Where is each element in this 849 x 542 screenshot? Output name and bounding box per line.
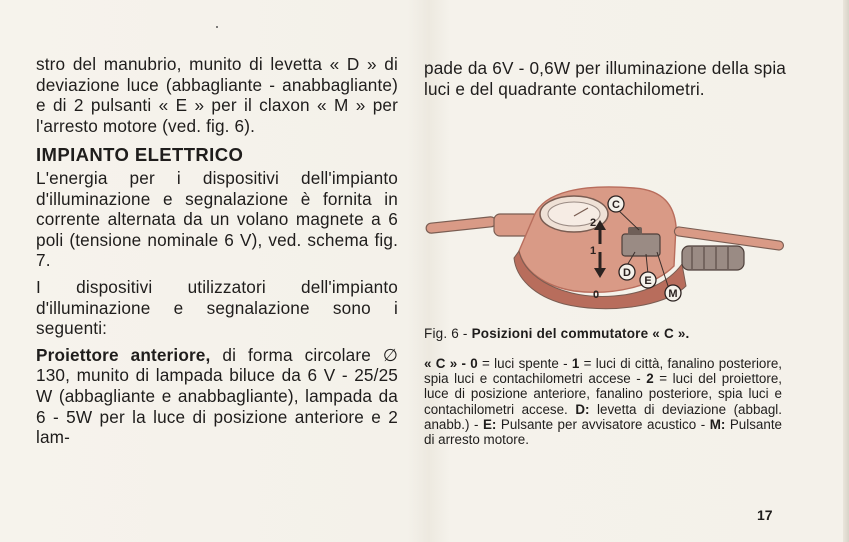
legend-m-key: M:: [709, 416, 726, 432]
legend-c-key: « C » - 0: [424, 356, 478, 371]
legend-key-2: 2: [646, 371, 654, 387]
left-column: [36, 54, 398, 454]
right-column: [424, 58, 786, 105]
devices-paragraph: I dispositivi utilizzatori dell'impianto d'illuminazione e segnalazione sono i seguenti:: [36, 276, 398, 339]
right-grip: [682, 246, 744, 270]
section-heading: IMPIANTO ELETTRICO: [36, 144, 244, 166]
headlight-label: Proiettore anteriore,: [36, 344, 211, 365]
energy-paragraph: L'energia per i dispositivi dell'impianto d'illuminazione e segnalazione è fornita in corrente alternata da un volano magnete a 6 poli (tensione nominale 6 V), ved. schema fig. 7.: [36, 167, 398, 271]
legend-c-text0: = luci spente -: [477, 356, 572, 371]
legend-m-text: Pulsante di arresto motore.: [424, 416, 782, 448]
figure-caption: [424, 326, 786, 341]
handlebar-switch-figure: [424, 186, 789, 316]
intro-paragraph: stro del manubrio, munito di levetta « D » di deviazione luce (abbagliante - anabbagliante) e di 2 pulsanti « E » per il claxon « M » per l'arresto motore (ved. fig. 6).: [36, 54, 398, 136]
legend-e-text: Pulsante per avvisatore acustico -: [496, 416, 710, 432]
legend-key-1: 1: [571, 356, 580, 371]
print-speck: [216, 26, 218, 28]
position-0-label: 0: [593, 289, 600, 301]
continuation-paragraph: pade da 6V - 0,6W per illuminazione della spia luci e del quadrante contachilometri.: [424, 58, 786, 99]
legend-d-key: D:: [575, 401, 590, 417]
marker-m-label: M: [668, 288, 678, 300]
legend-d-text: levetta di deviazione (abbagl. anabb.) -: [424, 401, 782, 432]
marker-e-label: E: [644, 275, 652, 287]
legend-c-text1: = luci di città, fanalino posteriore, spia luci e contachilometri accese -: [424, 356, 783, 387]
marker-d-label: D: [623, 267, 631, 279]
page-edge: [843, 0, 849, 542]
page-number: 17: [757, 507, 773, 523]
caption-prefix: Fig. 6 -: [424, 326, 472, 341]
legend-c-text2: = luci del proiettore, luce di posizione anteriore, fanalino posteriore, spia luci e contachilometri accese.: [424, 371, 782, 417]
headlight-text: di forma circolare ∅ 130, munito di lampada biluce da 6 V - 25/25 W (abbagliante e anabbagliante), lampada da 6 - 5W per la luce di posizione anteriore e 2 lam-: [36, 344, 398, 448]
legend-e-key: E:: [482, 416, 497, 432]
caption-title: Posizioni del commutatore « C ».: [471, 326, 690, 341]
switch-block: [622, 234, 660, 256]
marker-c-label: C: [612, 199, 620, 211]
position-2-label: 2: [590, 217, 597, 229]
headlight-paragraph: [36, 345, 398, 448]
switch-lever-c: [628, 227, 642, 235]
figure-legend: [424, 356, 782, 447]
left-lever: [426, 216, 497, 233]
position-1-label: 1: [590, 245, 597, 257]
